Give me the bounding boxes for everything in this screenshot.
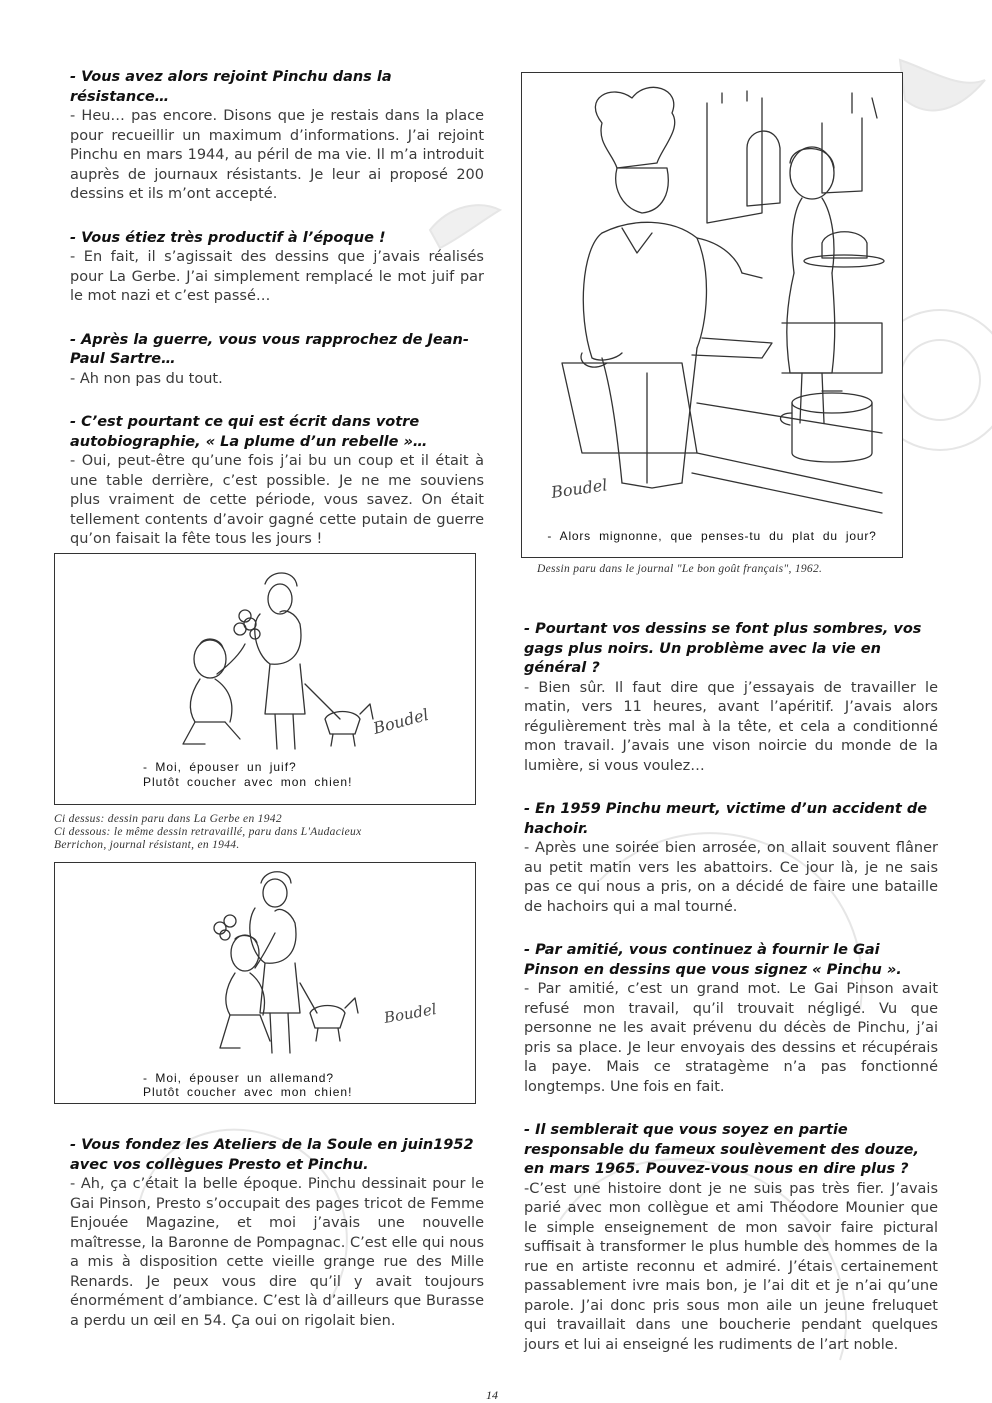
interview-block (70, 229, 484, 307)
interview-question: - Après la guerre, vous vous rapprochez de Jean-Paul Sartre… (70, 331, 469, 367)
cartoon-gerbe-caption-line2: Plutôt coucher avec mon chien! (143, 775, 353, 789)
cartoon-resistance-caption-line2: Plutôt coucher avec mon chien! (143, 1085, 353, 1099)
cartoons-credit-line3: Berrichon, journal résistant, en 1944. (54, 839, 240, 851)
interview-answer: - En fait, il s’agissait des dessins que j’avais réalisés pour La Gerbe. J’ai simplement remplacé le mot juif par le mot nazi et c’est passé… (70, 249, 484, 304)
interview-answer: - Bien sûr. Il faut dire que j’essayais de travailler le matin, vers 11 heures, avant l’apéritif. J’avais alors régulièrement très mal à la tête, et cela a conditionné mon travail. J’avais une vison noircie du monde de la lumière, si vous voulez… (524, 679, 938, 774)
interview-question: - Vous étiez très productif à l’époque ! (70, 229, 386, 246)
cartoons-credit-line1: Ci dessus: dessin paru dans La Gerbe en 1942 (54, 813, 282, 825)
cartoon-resistance-drawing (55, 863, 475, 1063)
interview-question: - C’est pourtant ce qui est écrit dans votre autobiographie, « La plume d’un rebelle »… (70, 414, 428, 450)
interview-question: - Vous avez alors rejoint Pinchu dans la résistance… (70, 69, 392, 105)
interview-question: - Vous fondez les Ateliers de la Soule en juin1952 avec vos collègues Presto et Pinchu. (70, 1137, 474, 1173)
page-number: 14 (486, 1388, 498, 1402)
right-column (524, 620, 938, 1379)
interview-question: - Pourtant vos dessins se font plus sombres, vos gags plus noirs. Un problème avec la vie en général ? (524, 621, 922, 676)
interview-answer: - Ah, ça c’était la belle époque. Pinchu dessinait pour le Gai Pinson, Presto s’occupait des pages tricot de Femme Enjouée Magazine, et moi j’avais une nouvelle maîtresse, la Baronne de Pompagnac. C’est elle qui nous a mis à disposition cette vieille grange rue des Mille Renards. Je peux vous dire qu’il y avait toujours énormément d’ambiance. C’est là d’ailleurs que Burasse a perdu un œil en 54. Ça oui on rigolait bien. (70, 1176, 484, 1329)
interview-answer: -C’est une histoire dont je ne suis pas très fier. J’avais parié avec mon collègue et ami Théodore Mounier que le simple enseignement de mon savoir faire pictural suffisait à transformer le plus humble des hommes de la rue en artiste reconnu et admiré. J’étais certainement passablement ivre mais bon, je l’ai dit et je n’ai qu’une parole. J’ai donc pris sous mon aile un jeune freluquet qui travaillait dans une boucherie pendant quelques jours et lui ai enseigné les rudiments de l’art noble. (524, 1180, 938, 1353)
cartoon-gerbe-caption-line1: - Moi, épouser un juif? (143, 760, 297, 774)
cartoon-gerbe-signature: Boudel (371, 704, 431, 738)
interview-block (70, 413, 484, 550)
interview-block (524, 620, 938, 776)
cartoon-chef-credit: Dessin paru dans le journal "Le bon goût français", 1962. (537, 563, 823, 575)
interview-block (70, 331, 484, 390)
cartoon-chef-caption: - Alors mignonne, que penses-tu du plat du jour? (547, 529, 877, 543)
cartoon-chef-signature: Boudel (549, 475, 609, 502)
interview-question: - Par amitié, vous continuez à fournir le Gai Pinson en dessins que vous signez « Pinchu ». (524, 942, 902, 978)
left-column-top (70, 68, 484, 574)
interview-block (524, 941, 938, 1097)
cartoon-chef-frame (521, 72, 903, 558)
cartoon-resistance-caption-line1: - Moi, épouser un allemand? (143, 1071, 335, 1085)
interview-answer: - Ah non pas du tout. (70, 370, 223, 387)
interview-block (524, 1121, 938, 1355)
cartoon-gerbe-frame (54, 553, 476, 805)
left-column-bottom (70, 1136, 484, 1355)
interview-answer: - Heu… pas encore. Disons que je restais dans la place pour recueillir un maximum d’informations. J’ai rejoint Pinchu en mars 1944, au péril de ma vie. Il m’a introduit auprès de journaux résistants. Je leur ai proposé 200 dessins et ils m’ont accepté. (70, 108, 484, 202)
cartoon-resistance-signature: Boudel (382, 1000, 438, 1027)
interview-answer: - Après une soirée bien arrosée, on allait souvent flâner au petit matin vers les abattoirs. Ce jour là, je ne sais pas ce qui nous a pris, on a décidé de faire une bataille de hachoirs qui a mal tourné. (524, 840, 938, 915)
interview-answer: - Par amitié, c’est un grand mot. Le Gai Pinson avait refusé mon travail, qu’il trouvait négligé. Vu que personne ne les avait prévenu du décès de Pinchu, j’ai pris sa place. Je leur envoyais des dessins et récupérais la paye. Mais ce stratagème n’a pas fonctionné longtemps. Une fois en fait. (524, 981, 938, 1095)
cartoon-chef-drawing (522, 73, 902, 523)
interview-question: - Il semblerait que vous soyez en partie responsable du fameux soulèvement des douze, en mars 1965. Pouvez-vous nous en dire plus ? (524, 1122, 920, 1177)
interview-question: - En 1959 Pinchu meurt, victime d’un accident de hachoir. (524, 801, 928, 837)
cartoon-resistance-frame (54, 862, 476, 1104)
interview-block (70, 1136, 484, 1331)
cartoon-gerbe-drawing (55, 554, 475, 754)
cartoons-credit-line2: Ci dessous: le même dessin retravaillé, paru dans L'Audacieux (54, 826, 362, 838)
interview-block (70, 68, 484, 205)
interview-answer: - Oui, peut-être qu’une fois j’ai bu un coup et il était à une table derrière, c’est possible. Je ne me souviens plus vraiment de cette période, vous savez. On était tellement contents d’avoir gagné cette putain de guerre qu’on faisait la fête tous les jours ! (70, 453, 484, 547)
interview-block (524, 800, 938, 917)
